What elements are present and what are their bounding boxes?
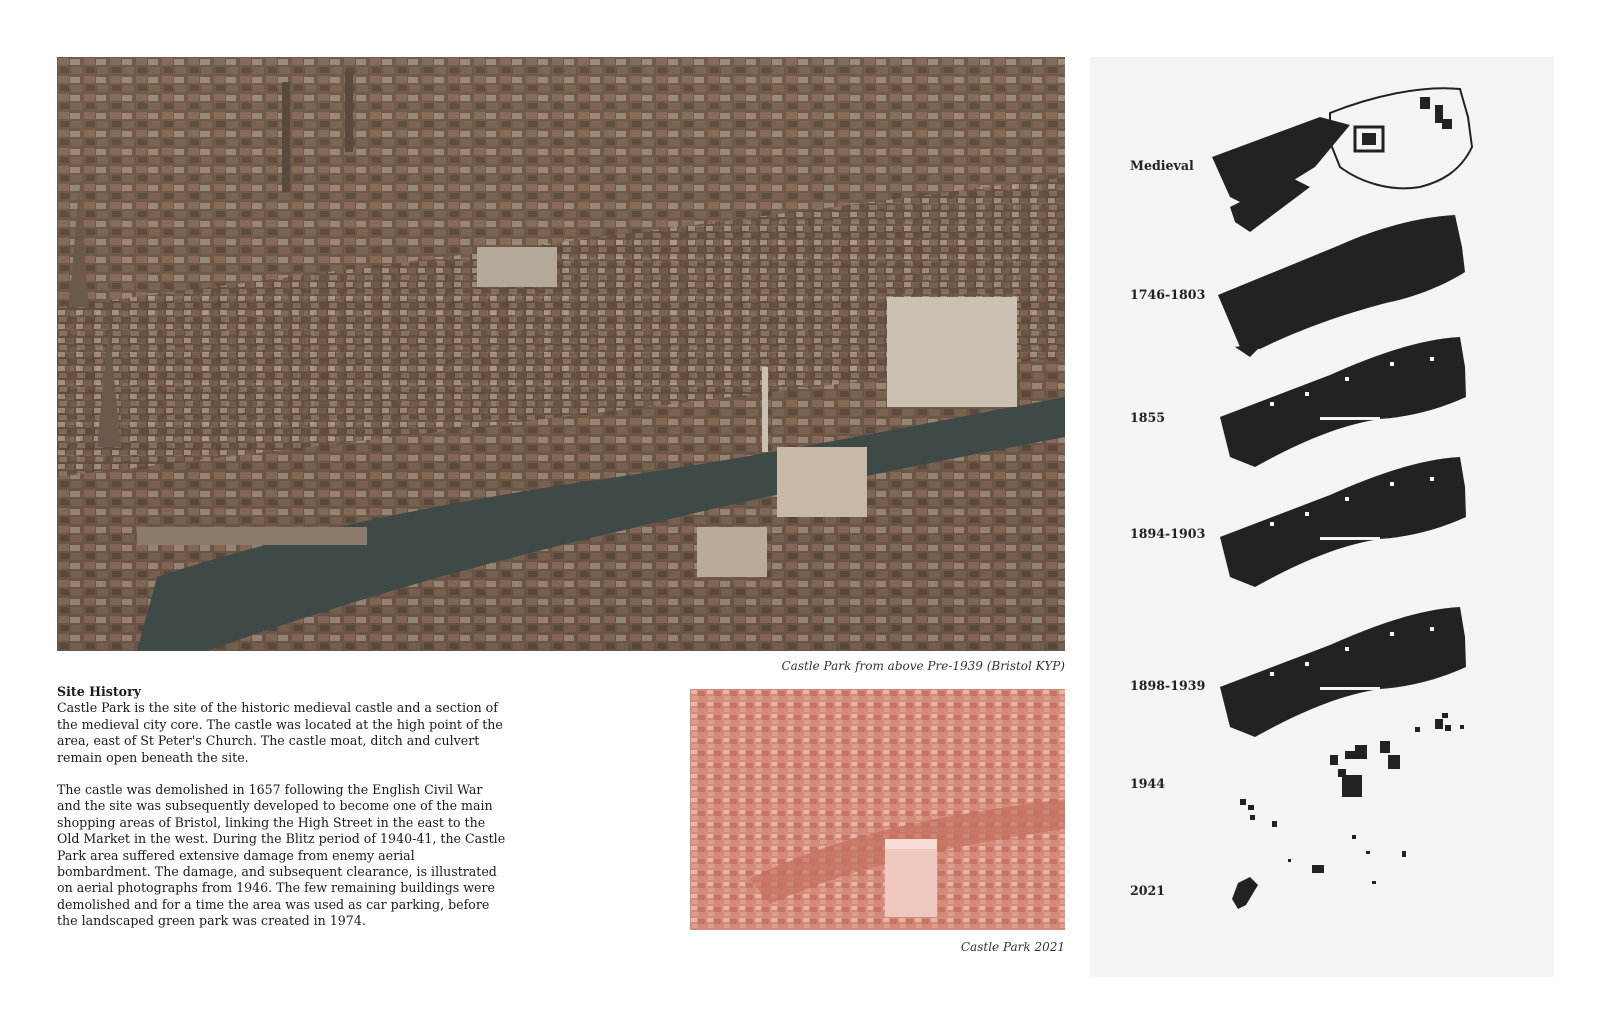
- timeline-label-2021: 2021: [1130, 883, 1166, 898]
- map-1746-1803: [1218, 215, 1465, 357]
- site-history-paragraph-2: The castle was demolished in 1657 following the English Civil War and the site was subsequently developed to become one of the main shopping areas of Bristol, linking the High Street in the east to the Old Market in the west. During the Blitz period of 1940-41, the Castle Park area suffered extensive damage from enemy aerial bombardment. The damage, and subsequent clearance, is illustrated on aerial photographs from 1946. The few remaining buildings were demolished and for a time the area was used as car parking, before the landscaped green park was created in 1974.: [57, 782, 506, 929]
- timeline-label-1746-1803: 1746-1803: [1130, 287, 1206, 302]
- map-1944: [1330, 713, 1464, 797]
- site-history: [57, 684, 507, 946]
- timeline-label-1894-1903: 1894-1903: [1130, 526, 1206, 541]
- map-1894-1903: [1220, 457, 1466, 587]
- timeline-label-1855: 1855: [1130, 410, 1166, 425]
- timeline-label-1898-1939: 1898-1939: [1130, 678, 1206, 693]
- map-1898-1939: [1220, 607, 1466, 737]
- site-history-paragraph-1: Castle Park is the site of the historic medieval castle and a section of the medieval city core. The castle was located at the high point of the area, east of St Peter's Church. The castle moat, ditch and culvert remain open beneath the site.: [57, 700, 503, 765]
- aerial-photo-pre-1939: [57, 57, 1065, 651]
- map-medieval: [1212, 88, 1472, 232]
- main-photo-caption: Castle Park from above Pre-1939 (Bristol KYP): [781, 659, 1065, 673]
- timeline-label-medieval: Medieval: [1130, 158, 1194, 173]
- site-history-heading: Site History: [57, 684, 142, 699]
- timeline-label-1944: 1944: [1130, 776, 1166, 791]
- small-photo-caption: Castle Park 2021: [960, 940, 1065, 954]
- map-2021: [1232, 799, 1406, 909]
- map-1855: [1220, 337, 1466, 467]
- aerial-photo-2021: [690, 689, 1065, 930]
- figure-ground-timeline: [1090, 57, 1554, 977]
